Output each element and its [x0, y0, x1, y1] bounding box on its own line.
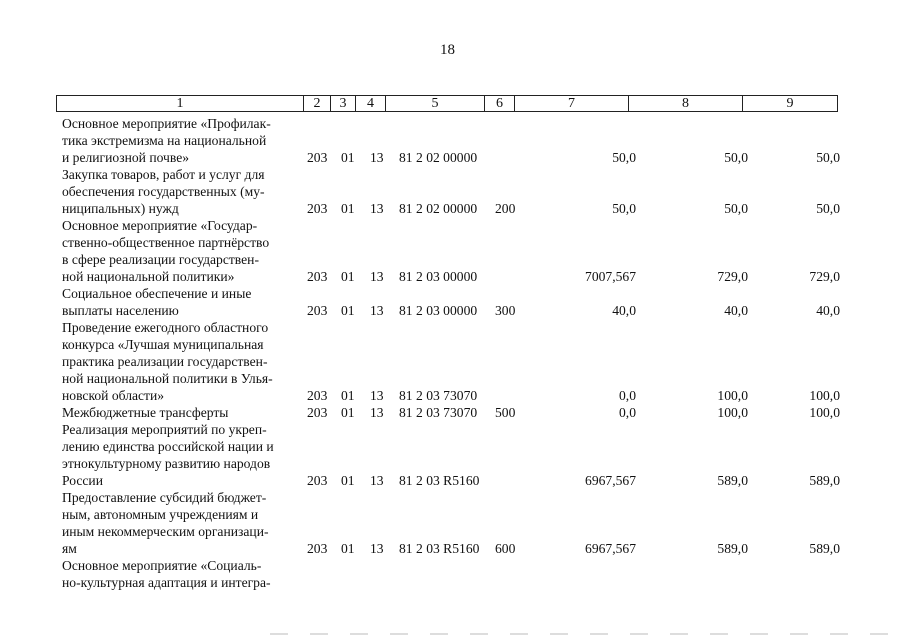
row-name-line: Реализация мероприятий по укреп-: [62, 422, 267, 437]
cell-c2: 203: [307, 303, 328, 318]
cell-c9: 100,0: [809, 388, 840, 403]
cell-c3: 01: [341, 405, 355, 420]
cell-c3: 01: [341, 150, 355, 165]
row-name-line: ниципальных) нужд: [62, 201, 179, 216]
cell-c3: 01: [341, 541, 355, 556]
table-row: [62, 489, 842, 557]
row-name-line: ным, автономным учреждениям и: [62, 507, 259, 522]
cell-c5: 81 2 03 R5160: [399, 473, 480, 488]
cell-c5: 81 2 02 00000: [399, 201, 478, 216]
header-col-4: 4: [356, 96, 386, 111]
row-name-line: тика экстремизма на национальной: [62, 133, 267, 148]
row-name-line: Предоставление субсидий бюджет-: [62, 490, 267, 505]
table-row: [62, 115, 842, 166]
row-name-line: иным некоммерческим организаци-: [62, 524, 269, 539]
row-values: [62, 268, 842, 285]
cell-c9: 589,0: [809, 473, 840, 488]
cell-c3: 01: [341, 201, 355, 216]
row-name-line: Основное мероприятие «Социаль-: [62, 558, 262, 573]
table-row: [62, 319, 842, 404]
row-name-line: выплаты населению: [62, 303, 179, 318]
cell-c3: 01: [341, 269, 355, 284]
cell-c4: 13: [370, 269, 384, 284]
cell-c8: 40,0: [724, 303, 748, 318]
cell-c6: 300: [495, 303, 516, 318]
row-name-line: Социальное обеспечение и иные: [62, 286, 252, 301]
cell-c8: 100,0: [717, 388, 748, 403]
row-name-line: ственно-общественное партнёрство: [62, 235, 270, 250]
cell-c8: 729,0: [717, 269, 748, 284]
cell-c2: 203: [307, 269, 328, 284]
row-values: [62, 149, 842, 166]
cell-c4: 13: [370, 541, 384, 556]
row-name-line: конкурса «Лучшая муниципальная: [62, 337, 264, 352]
cell-c5: 81 2 03 00000: [399, 269, 478, 284]
row-name-line: в сфере реализации государствен-: [62, 252, 259, 267]
cell-c7: 50,0: [612, 201, 636, 216]
cell-c6: 500: [495, 405, 516, 420]
cell-c7: 6967,567: [585, 473, 636, 488]
cell-c9: 589,0: [809, 541, 840, 556]
cell-c8: 100,0: [717, 405, 748, 420]
cell-c9: 40,0: [816, 303, 840, 318]
cell-c5: 81 2 03 73070: [399, 405, 478, 420]
row-values: [62, 200, 842, 217]
table-row: [62, 166, 842, 217]
scan-artifact: [270, 633, 900, 635]
cell-c7: 40,0: [612, 303, 636, 318]
cell-c5: 81 2 02 00000: [399, 150, 478, 165]
cell-c9: 50,0: [816, 150, 840, 165]
cell-c6: 600: [495, 541, 516, 556]
cell-c2: 203: [307, 541, 328, 556]
header-col-6: 6: [485, 96, 515, 111]
header-col-8: 8: [629, 96, 743, 111]
cell-c6: 200: [495, 201, 516, 216]
header-col-5: 5: [386, 96, 485, 111]
cell-c3: 01: [341, 388, 355, 403]
cell-c5: 81 2 03 73070: [399, 388, 478, 403]
row-name-line: практика реализации государствен-: [62, 354, 268, 369]
cell-c9: 50,0: [816, 201, 840, 216]
table-row: [62, 421, 842, 489]
row-name-line: ной национальной политики»: [62, 269, 235, 284]
table-row: [62, 557, 842, 591]
row-values: [62, 404, 842, 421]
row-name-line: и религиозной почве»: [62, 150, 190, 165]
row-name-line: ной национальной политики в Улья-: [62, 371, 273, 386]
cell-c3: 01: [341, 303, 355, 318]
row-name-line: ям: [62, 541, 77, 556]
row-name-line: этнокультурному развитию народов: [62, 456, 271, 471]
table-row: [62, 404, 842, 421]
row-name-line: но-культурная адаптация и интегра-: [62, 575, 271, 590]
cell-c4: 13: [370, 201, 384, 216]
cell-c5: 81 2 03 R5160: [399, 541, 480, 556]
header-col-2: 2: [304, 96, 331, 111]
header-col-7: 7: [515, 96, 629, 111]
row-name-line: новской области»: [62, 388, 165, 403]
table-body: [62, 115, 842, 591]
table-header: [56, 95, 838, 112]
header-col-1: 1: [57, 96, 304, 111]
cell-c2: 203: [307, 201, 328, 216]
cell-c4: 13: [370, 388, 384, 403]
cell-c2: 203: [307, 388, 328, 403]
row-name-line: Основное мероприятие «Государ-: [62, 218, 258, 233]
row-name-line: обеспечения государственных (му-: [62, 184, 265, 199]
row-name-line: Межбюджетные трансферты: [62, 405, 229, 420]
cell-c8: 50,0: [724, 201, 748, 216]
cell-c2: 203: [307, 473, 328, 488]
row-values: [62, 540, 842, 557]
cell-c4: 13: [370, 303, 384, 318]
cell-c5: 81 2 03 00000: [399, 303, 478, 318]
header-col-3: 3: [331, 96, 356, 111]
row-name-line: Закупка товаров, работ и услуг для: [62, 167, 265, 182]
row-name-line: Основное мероприятие «Профилак-: [62, 116, 271, 131]
cell-c8: 50,0: [724, 150, 748, 165]
row-name-line: России: [62, 473, 103, 488]
cell-c4: 13: [370, 405, 384, 420]
cell-c4: 13: [370, 473, 384, 488]
cell-c8: 589,0: [717, 473, 748, 488]
cell-c7: 7007,567: [585, 269, 636, 284]
table-row: [62, 285, 842, 319]
cell-c7: 0,0: [619, 405, 636, 420]
table-row: [62, 217, 842, 285]
cell-c7: 6967,567: [585, 541, 636, 556]
cell-c2: 203: [307, 405, 328, 420]
cell-c4: 13: [370, 150, 384, 165]
cell-c2: 203: [307, 150, 328, 165]
cell-c9: 100,0: [809, 405, 840, 420]
page-number: 18: [440, 42, 455, 58]
header-col-9: 9: [786, 96, 794, 111]
cell-c3: 01: [341, 473, 355, 488]
row-values: [62, 302, 842, 319]
row-values: [62, 574, 842, 591]
row-name-line: Проведение ежегодного областного: [62, 320, 269, 335]
row-values: [62, 472, 842, 489]
cell-c9: 729,0: [809, 269, 840, 284]
cell-c8: 589,0: [717, 541, 748, 556]
row-values: [62, 387, 842, 404]
cell-c7: 50,0: [612, 150, 636, 165]
row-name-line: лению единства российской нации и: [62, 439, 274, 454]
cell-c7: 0,0: [619, 388, 636, 403]
